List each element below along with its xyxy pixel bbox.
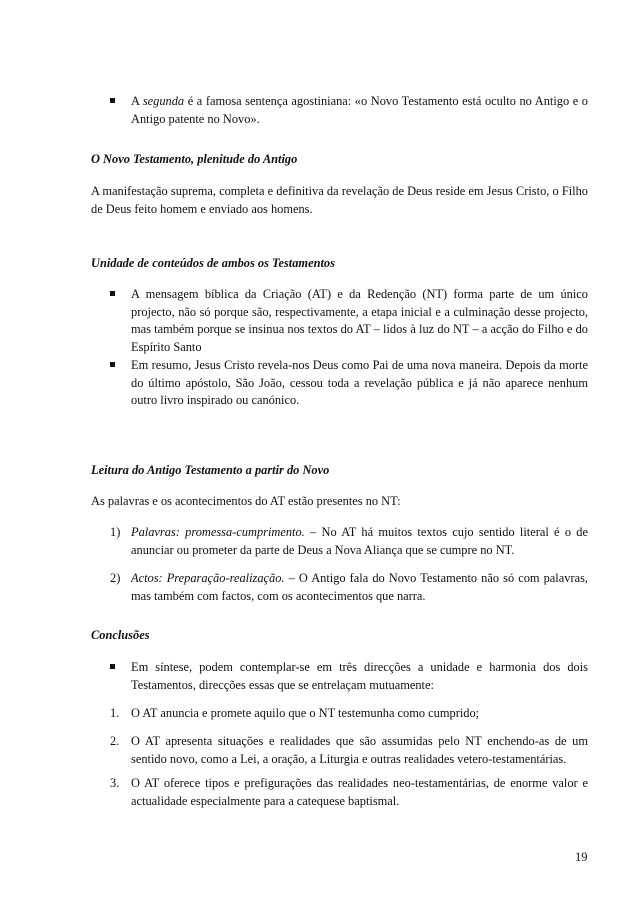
section3-item-1 bbox=[111, 524, 588, 559]
item-text: O AT oferece tipos e prefigurações das realidades neo-testamentárias, de enorme valor e actualidade especialmente para a catequese baptismal. bbox=[131, 776, 588, 808]
intro-italic-word: segunda bbox=[142, 94, 185, 108]
item-italic-label: Palavras: promessa-cumprimento. bbox=[131, 525, 305, 539]
list-marker: 2. bbox=[110, 734, 120, 748]
section-heading-unidade: Unidade de conteúdos de ambos os Testamentos bbox=[91, 256, 335, 270]
section1-paragraph: A manifestação suprema, completa e definitiva da revelação de Deus reside em Jesus Cristo, o Filho de Deus feito homem e enviado aos homens. bbox=[91, 184, 588, 216]
list-marker: 1. bbox=[110, 706, 120, 720]
bullet-text: Em síntese, podem contemplar-se em três direcções a unidade e harmonia dos dois Testamentos, direcções essas que se entrelaçam mutuamente: bbox=[131, 660, 588, 692]
intro-bullet bbox=[111, 93, 588, 128]
section4-bullet bbox=[111, 659, 588, 694]
section4-item-2 bbox=[111, 733, 588, 768]
bullet-text: Em resumo, Jesus Cristo revela-nos Deus como Pai de uma nova maneira. Depois da morte do último apóstolo, São João, cessou toda a revelação pública e já não aparece nenhum outro livro inspirado ou canónico. bbox=[131, 358, 588, 407]
page-number: 19 bbox=[575, 850, 588, 864]
section2-bullet-1 bbox=[111, 286, 588, 356]
list-marker: 1) bbox=[110, 525, 121, 539]
section-heading-leitura: Leitura do Antigo Testamento a partir do Novo bbox=[91, 463, 330, 477]
list-marker: 3. bbox=[110, 776, 120, 790]
bullet-marker bbox=[110, 93, 115, 111]
bullet-marker bbox=[110, 286, 115, 304]
section3-item-2 bbox=[111, 570, 588, 605]
section4-item-1 bbox=[111, 705, 588, 723]
section4-item-3 bbox=[111, 775, 588, 810]
bullet-marker bbox=[110, 659, 115, 677]
section-heading-novo-testamento: O Novo Testamento, plenitude do Antigo bbox=[91, 152, 298, 166]
list-marker: 2) bbox=[110, 571, 121, 585]
item-text: O AT apresenta situações e realidades que são assumidas pelo NT enchendo-as de um sentido novo, como a Lei, a oração, a Liturgia e outras realidades vetero-testamentárias. bbox=[131, 734, 588, 766]
intro-text-before: A bbox=[131, 94, 143, 108]
section2-bullet-2 bbox=[111, 357, 588, 410]
item-text: – O Antigo fala do Novo Testamento não só com palavras, mas também com factos, com os acontecimentos que narra. bbox=[131, 571, 588, 603]
intro-text-after: é a famosa sentença agostiniana: «o Novo Testamento está oculto no Antigo e o Antigo patente no Novo». bbox=[131, 94, 588, 126]
section-heading-conclusoes: Conclusões bbox=[91, 628, 150, 642]
bullet-text: A mensagem bíblica da Criação (AT) e da Redenção (NT) forma parte de um único projecto, não só porque são, respectivamente, a etapa inicial e a culminação desse projecto, mas também porque se insinua nos textos do AT – lidos à luz do NT – a acção do Filho e do Espírito Santo bbox=[131, 287, 588, 354]
item-text: O AT anuncia e promete aquilo que o NT testemunha como cumprido; bbox=[131, 706, 480, 720]
section3-intro: As palavras e os acontecimentos do AT estão presentes no NT: bbox=[91, 494, 401, 508]
item-text: – No AT há muitos textos cujo sentido literal é o de anunciar ou prometer da parte de Deus a Nova Aliança que se cumpre no NT. bbox=[131, 525, 588, 557]
bullet-marker bbox=[110, 357, 115, 375]
item-italic-label: Actos: Preparação-realização. bbox=[131, 571, 285, 585]
